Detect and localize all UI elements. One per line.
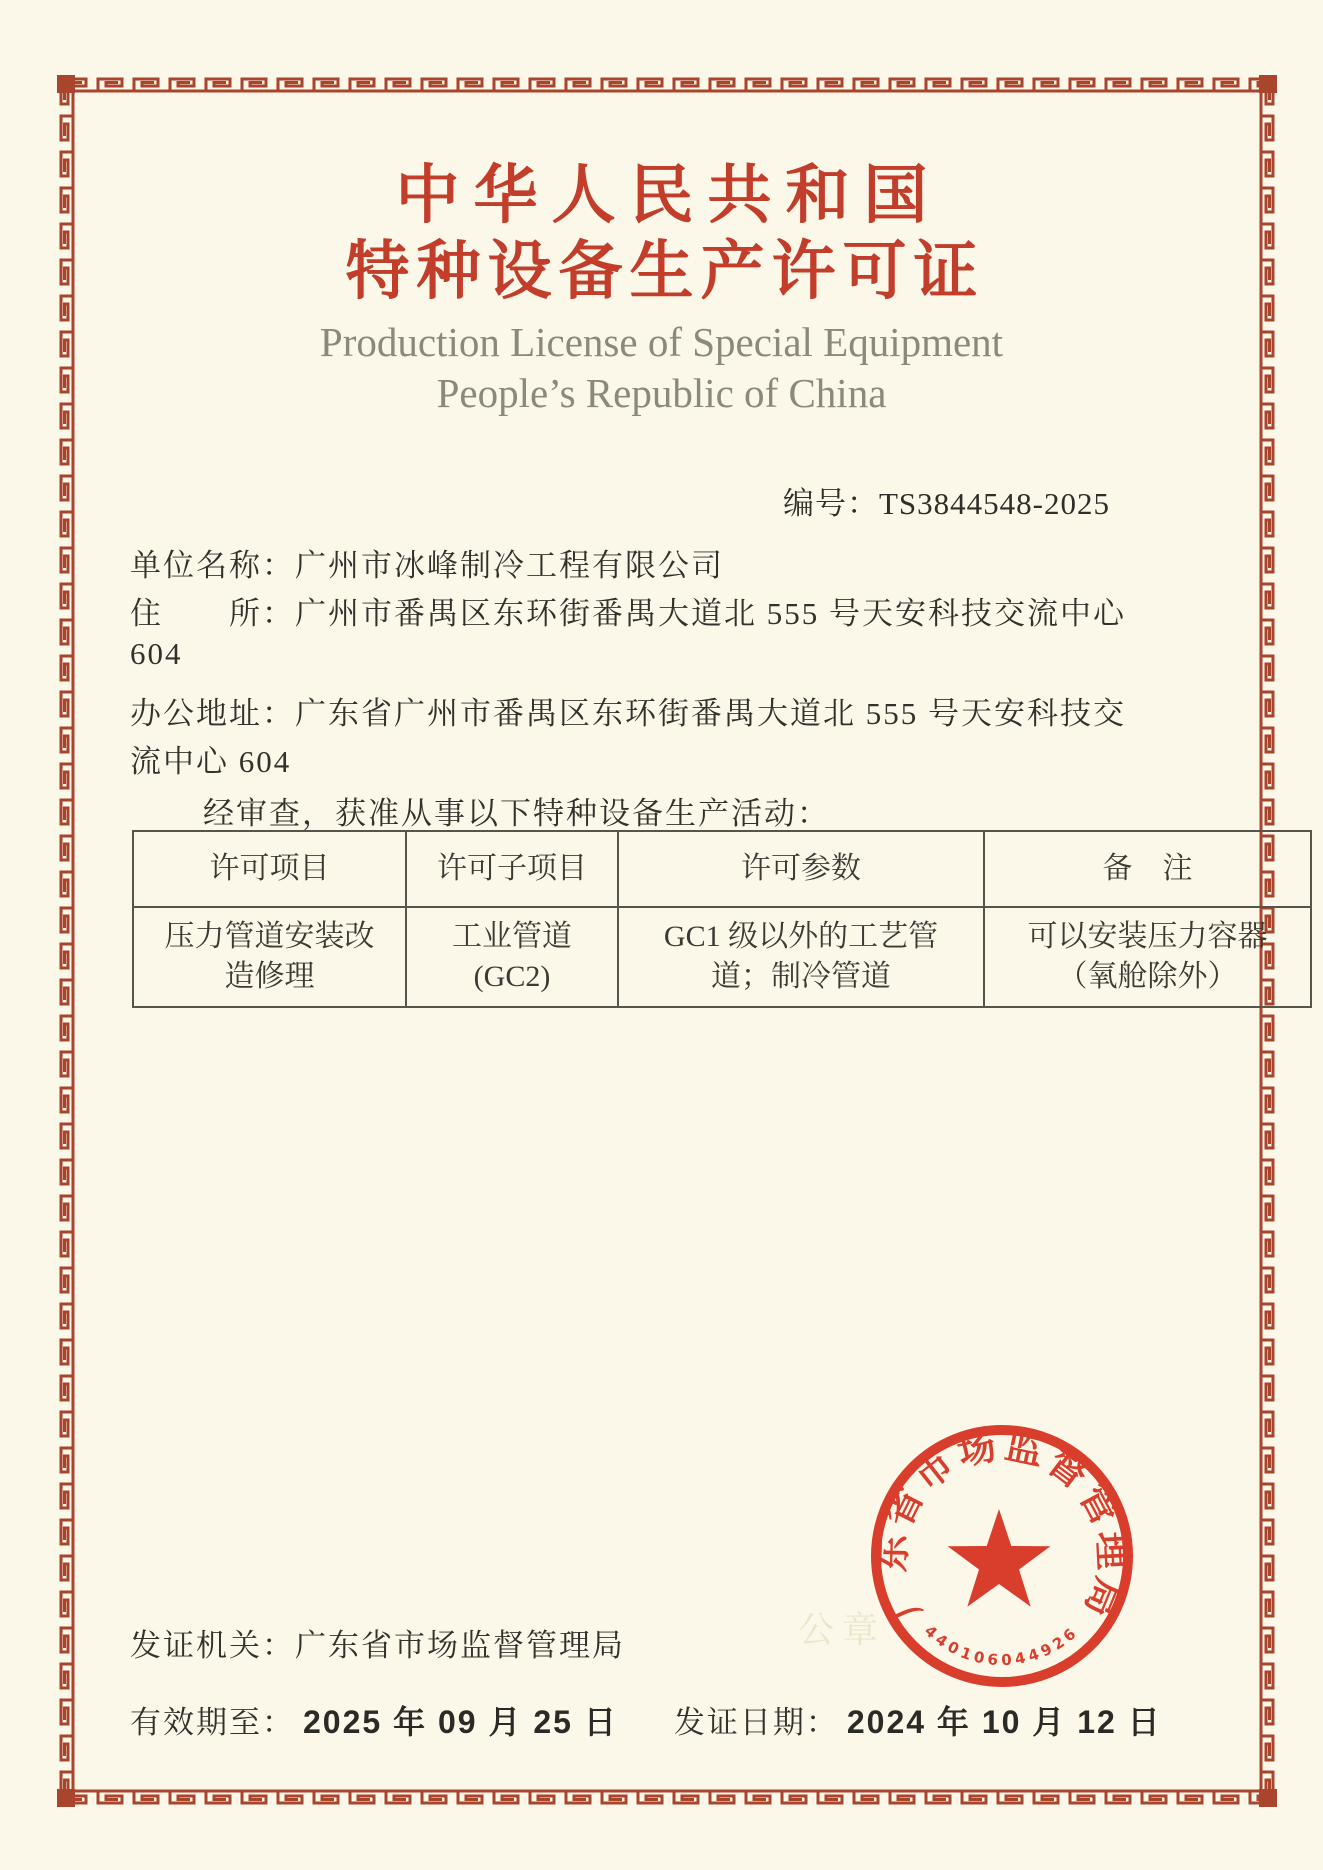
- table-row: [133, 907, 1311, 1007]
- title-en-line1: Production License of Special Equipment: [319, 319, 1004, 365]
- permit-table: [132, 830, 1312, 1008]
- border-corner-tr: [1259, 75, 1277, 93]
- issuer-line: [130, 1620, 625, 1665]
- border-bottom: [57, 1789, 1277, 1807]
- company-name-line: 单位名称：广州市冰峰制冷工程有限公司: [130, 548, 724, 583]
- title-cn-line1: 中华人民共和国: [395, 160, 942, 231]
- header-remark: 备 注: [984, 831, 1311, 907]
- license-number-line: [783, 478, 1110, 523]
- header-permit-subitem: 许可子项目: [406, 831, 618, 907]
- seal-code: 440106044926: [920, 1621, 1083, 1670]
- valid-until-label: 有效期至：: [130, 1705, 295, 1740]
- title-en-line2: People’s Republic of China: [436, 370, 887, 416]
- header-permit-parameter: 许可参数: [618, 831, 984, 907]
- office-address-line-2: 流中心 604: [130, 744, 292, 779]
- issuer-value: 广东省市场监督管理局: [295, 1628, 625, 1663]
- issuer-label: 发证机关：: [130, 1628, 295, 1663]
- seal-watermark-text: 公章: [798, 1610, 887, 1650]
- cell-permit-subitem: 工业管道 (GC2): [406, 907, 618, 1007]
- address-line-2: 604: [130, 636, 183, 671]
- cell-permit-parameter: GC1 级以外的工艺管道；制冷管道: [618, 907, 984, 1007]
- seal-star-icon: [948, 1509, 1051, 1607]
- title-cn-line2: 特种设备生产许可证: [345, 236, 985, 307]
- issue-date-label: 发证日期：: [673, 1705, 839, 1740]
- svg-text:440106044926: [921, 1622, 1082, 1669]
- dates-line: [130, 1697, 1162, 1743]
- license-number-label: 编号：: [783, 486, 879, 521]
- border-corner-bl: [57, 1789, 75, 1807]
- cell-permit-item: 压力管道安装改造修理: [133, 907, 406, 1007]
- seal-ring-text: 广东省市场监督管理局: [871, 1424, 1133, 1626]
- header-permit-item: 许可项目: [133, 831, 406, 907]
- border-top: [57, 75, 1277, 93]
- valid-until-date: 2025 年 09 月 25 日: [303, 1704, 618, 1740]
- border-corner-tl: [57, 75, 75, 93]
- address-line-1: 住 所：广州市番禺区东环街番禺大道北 555 号天安科技交流中心: [130, 596, 1126, 631]
- table-header-row: [133, 831, 1311, 907]
- office-address-line-1: 办公地址：广东省广州市番禺区东环街番禺大道北 555 号天安科技交: [130, 696, 1126, 731]
- border-corner-br: [1259, 1789, 1277, 1807]
- official-seal: [860, 1414, 1144, 1698]
- issue-date-value: 2024 年 10 月 12 日: [846, 1704, 1162, 1740]
- approval-statement: 经审查，获准从事以下特种设备生产活动：: [203, 796, 830, 831]
- cell-remark: 可以安装压力容器（氧舱除外）: [984, 907, 1311, 1007]
- license-number-value: TS3844548-2025: [879, 486, 1110, 521]
